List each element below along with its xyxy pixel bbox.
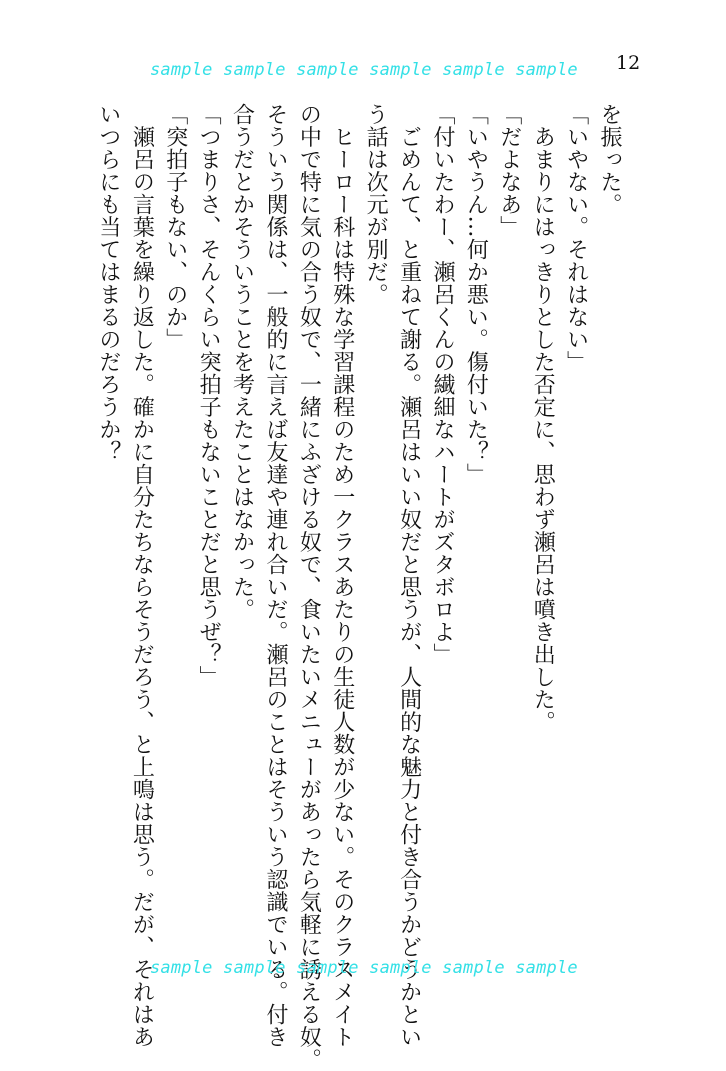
text-line: 「いやうん…何か悪い。傷付いた？」	[463, 103, 489, 486]
text-line: う話は次元が別だ。	[363, 103, 389, 306]
text-line: 合うだとかそういうことを考えたことはなかった。	[229, 103, 255, 621]
page-number: 12	[616, 52, 641, 74]
watermark-top: sample sample sample sample sample sample	[150, 60, 578, 80]
text-line: 「つまりさ、そんくらい突拍子もないことだと思うぜ？」	[196, 103, 222, 688]
text-line: の中で特に気の合う奴で、一緒にふざける奴で、食いたいメニューがあったら気軽に誘える奴。	[296, 103, 322, 1071]
text-line: ごめんて、と重ねて謝る。瀬呂はいい奴だと思うが、人間的な魅力と付き合うかどうかとい	[396, 103, 422, 1048]
text-line: そういう関係は、一般的に言えば友達や連れ合いだ。瀬呂のことはそういう認識でいる。付き	[262, 103, 288, 1048]
text-line: ヒーロー科は特殊な学習課程のため一クラスあたりの生徒人数が少ない。そのクラスメイト	[329, 103, 355, 1048]
text-line: 「突拍子もない、のか」	[162, 103, 188, 351]
text-line: いつらにも当てはまるのだろうか？	[95, 103, 121, 463]
text-line: 「付いたわー、瀬呂くんの繊細なハートがズタボロよ」	[429, 103, 455, 666]
text-line: あまりにはっきりとした否定に、思わず瀬呂は噴き出した。	[530, 103, 556, 733]
text-line: 瀬呂の言葉を繰り返した。確かに自分たちならそうだろう、と上鳴は思う。だが、それはあ	[129, 103, 155, 1048]
text-line: 「いやない。それはない」	[563, 103, 589, 373]
text-line: 「だよなあ」	[496, 103, 522, 238]
text-line: を振った。	[597, 103, 622, 216]
watermark-bottom: sample sample sample sample sample sample	[150, 958, 578, 978]
